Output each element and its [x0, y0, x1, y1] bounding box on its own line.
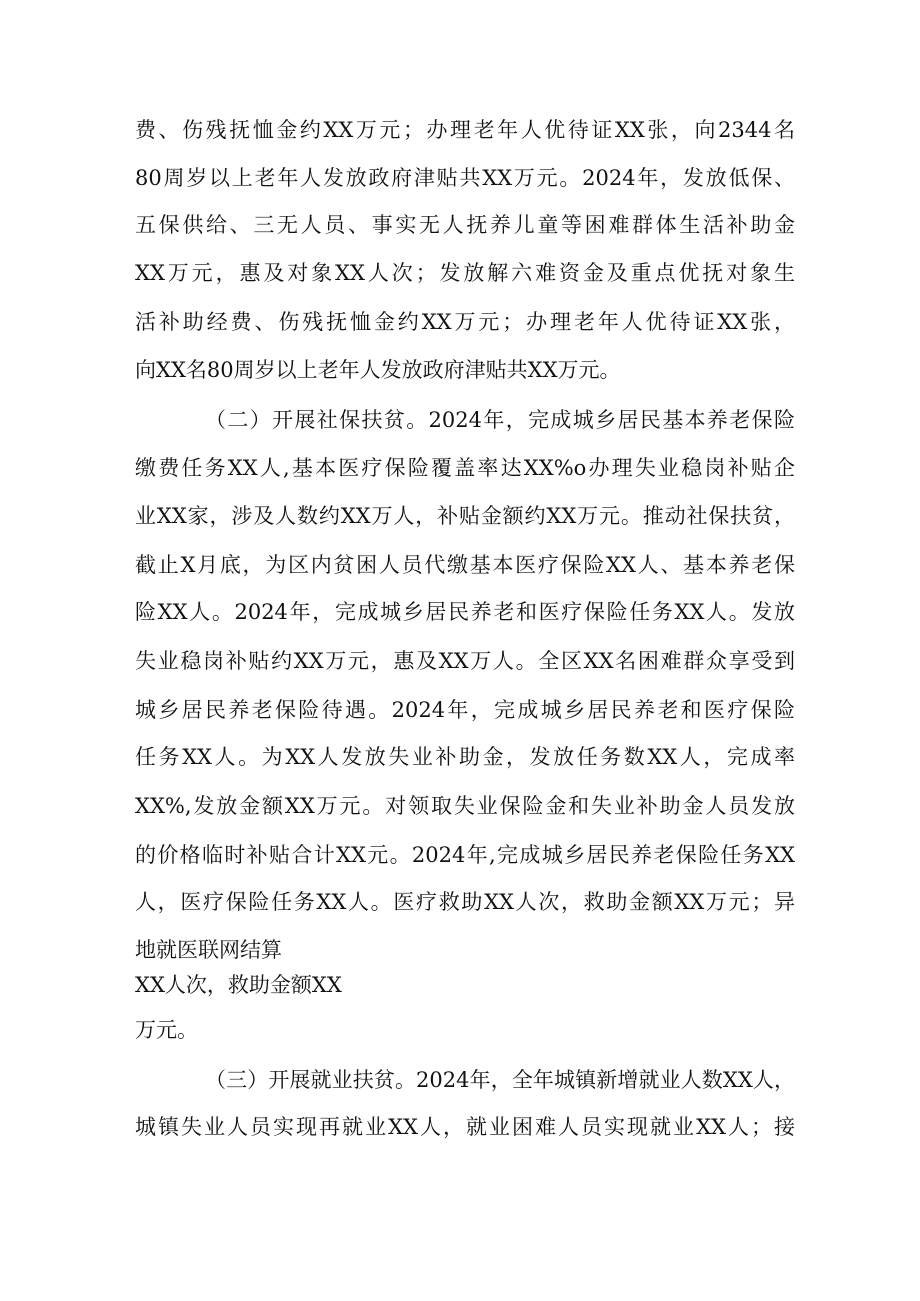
- text-line: 缴费任务XX人,基本医疗保险覆盖率达XX%o办理失业稳岗补贴企: [135, 456, 795, 480]
- text-line: 城镇失业人员实现再就业XX人，就业困难人员实现就业XX人；接: [135, 1115, 795, 1139]
- text-line: （三）开展就业扶贫。2024年，全年城镇新增就业人数XX人，: [205, 1068, 795, 1092]
- text-line: 任务XX人。为XX人发放失业补助金，发放任务数XX人，完成率: [135, 745, 795, 769]
- text-line: 城乡居民养老保险待遇。2024年，完成城乡居民养老和医疗保险: [135, 698, 795, 722]
- text-line: 截止X月底，为区内贫困人员代缴基本医疗保险XX人、基本养老保: [135, 553, 795, 577]
- text-line: 险XX人。2024年，完成城乡居民养老和医疗保险任务XX人。发放: [135, 600, 795, 624]
- text-line: 地就医联网结算: [135, 938, 282, 962]
- text-line: （二）开展社保扶贫。2024年，完成城乡居民基本养老保险: [205, 408, 795, 432]
- text-line: XX人次，救助金额XX: [135, 973, 342, 997]
- text-line: 活补助经费、伤残抚恤金约XX万元；办理老年人优待证XX张，: [135, 310, 795, 334]
- text-line: 五保供给、三无人员、事实无人抚养儿童等困难群体生活补助金: [135, 213, 795, 237]
- text-line: 人，医疗保险任务XX人。医疗救助XX人次，救助金额XX万元；异: [135, 890, 795, 914]
- text-line: 万元。: [135, 1018, 198, 1042]
- text-line: 向XX名80周岁以上老年人发放政府津贴共XX万元。: [135, 358, 621, 382]
- text-line: XX万元，惠及对象XX人次；发放解六难资金及重点优抚对象生: [135, 261, 795, 285]
- text-line: 的价格临时补贴合计XX元。2024年,完成城乡居民养老保险任务XX: [135, 843, 795, 867]
- text-line: 业XX家，涉及人数约XX万人，补贴金额约XX万元。推动社保扶贫，: [135, 504, 795, 528]
- text-line: 费、伤残抚恤金约XX万元；办理老年人优待证XX张，向2344名: [135, 118, 795, 142]
- text-line: 80周岁以上老年人发放政府津贴共XX万元。2024年，发放低保、: [135, 166, 795, 190]
- text-line: 失业稳岗补贴约XX万元，惠及XX万人。全区XX名困难群众享受到: [135, 649, 795, 673]
- text-line: XX%,发放金额XX万元。对领取失业保险金和失业补助金人员发放: [135, 794, 795, 818]
